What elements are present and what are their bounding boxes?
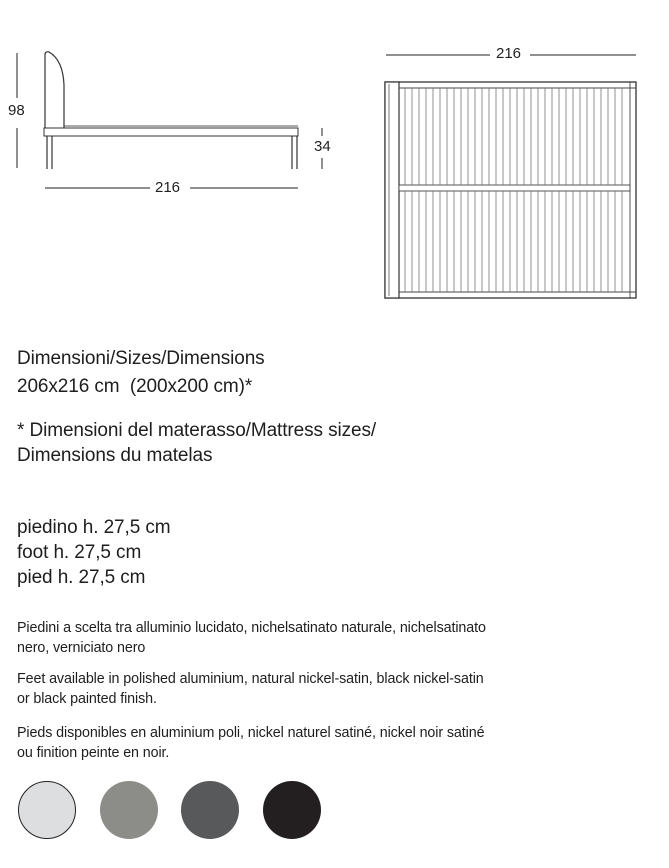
foot-height-en: foot h. 27,5 cm [17,542,142,563]
mattress-note-line1: * Dimensioni del materasso/Mattress sizes/ [17,420,377,441]
side-leg-label: 34 [314,138,331,155]
finishes-en-line1: Feet available in polished aluminium, natural nickel-satin, black nickel-satin [17,671,484,687]
swatch-black-painted [263,781,321,839]
dimensions-size: 206x216 cm (200x200 cm)* [17,376,253,397]
side-width-label: 216 [155,179,181,196]
side-view-drawing [0,40,345,200]
foot-height-block [17,515,170,590]
mattress-note-line2: Dimensions du matelas [17,445,213,466]
dimensions-title: Dimensioni/Sizes/Dimensions [17,348,265,369]
finishes-it [17,618,486,658]
finishes-fr-line2: ou finition peinte en noir. [17,745,170,761]
foot-height-it: piedino h. 27,5 cm [17,517,171,538]
foot-height-fr: pied h. 27,5 cm [17,567,146,588]
finishes-en-line2: or black painted finish. [17,691,157,707]
finishes-fr-line1: Pieds disponibles en aluminium poli, nickel naturel satiné, nickel noir satiné [17,725,485,741]
finishes-en [17,669,484,709]
mattress-note [17,418,376,468]
swatch-black-nickel-satin [181,781,239,839]
swatch-natural-nickel-satin [100,781,158,839]
top-width-label: 216 [496,45,522,62]
finishes-it-line2: nero, verniciato nero [17,640,146,656]
top-view-drawing [380,40,650,310]
finishes-fr [17,723,484,763]
swatch-polished-aluminium [18,781,76,839]
side-height-label: 98 [8,102,25,119]
dimensions-block [17,345,265,401]
finishes-it-line1: Piedini a scelta tra alluminio lucidato, nichelsatinato naturale, nichelsatinato [17,620,486,636]
